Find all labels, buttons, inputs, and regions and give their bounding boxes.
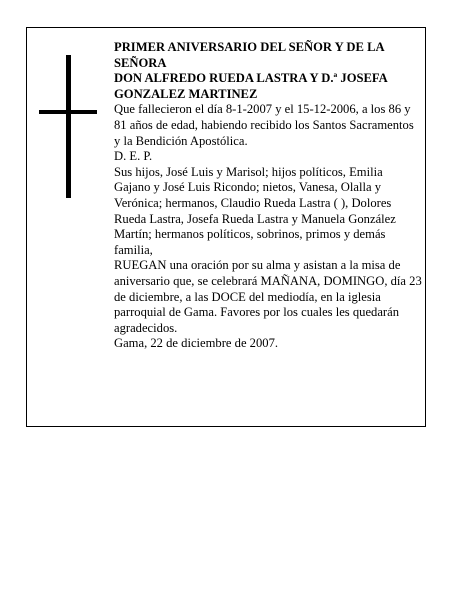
death-info: Que fallecieron el día 8-1-2007 y el 15-12-2006, a los 86 y 81 años de edad, habiendo recibido los Santos Sacramentos y la Bendición Apostólica. <box>114 102 414 148</box>
notice-text <box>114 40 422 352</box>
cross-icon <box>39 55 97 198</box>
notice-heading-line-1: PRIMER ANIVERSARIO DEL SEÑOR Y DE LA SEÑORA <box>114 40 384 70</box>
cross-horizontal-bar <box>39 110 97 114</box>
place-date: Gama, 22 de diciembre de 2007. <box>114 336 279 351</box>
obituary-notice <box>26 27 426 427</box>
mass-request: RUEGAN una oración por su alma y asistan a la misa de aniversario que, se celebrará MAÑANA, DOMINGO, día 23 de diciembre, a las DOCE del mediodía, en la iglesia parroquial de Gama. Favores por los cuales les quedarán agradecidos. <box>114 258 422 335</box>
cross-vertical-bar <box>66 55 71 198</box>
notice-heading-line-2: DON ALFREDO RUEDA LASTRA Y D.ª JOSEFA GONZALEZ MARTINEZ <box>114 71 388 101</box>
rip-text: D. E. P. <box>114 149 153 164</box>
family-list: Sus hijos, José Luis y Marisol; hijos políticos, Emilia Gajano y José Luis Ricondo; nietos, Vanesa, Olalla y Verónica; hermanos, Claudio Rueda Lastra ( ), Dolores Rueda Lastra, Josefa Rueda Lastra y Manuela González Martín; hermanos políticos, sobrinos, primos y demás familia, <box>114 164 396 257</box>
